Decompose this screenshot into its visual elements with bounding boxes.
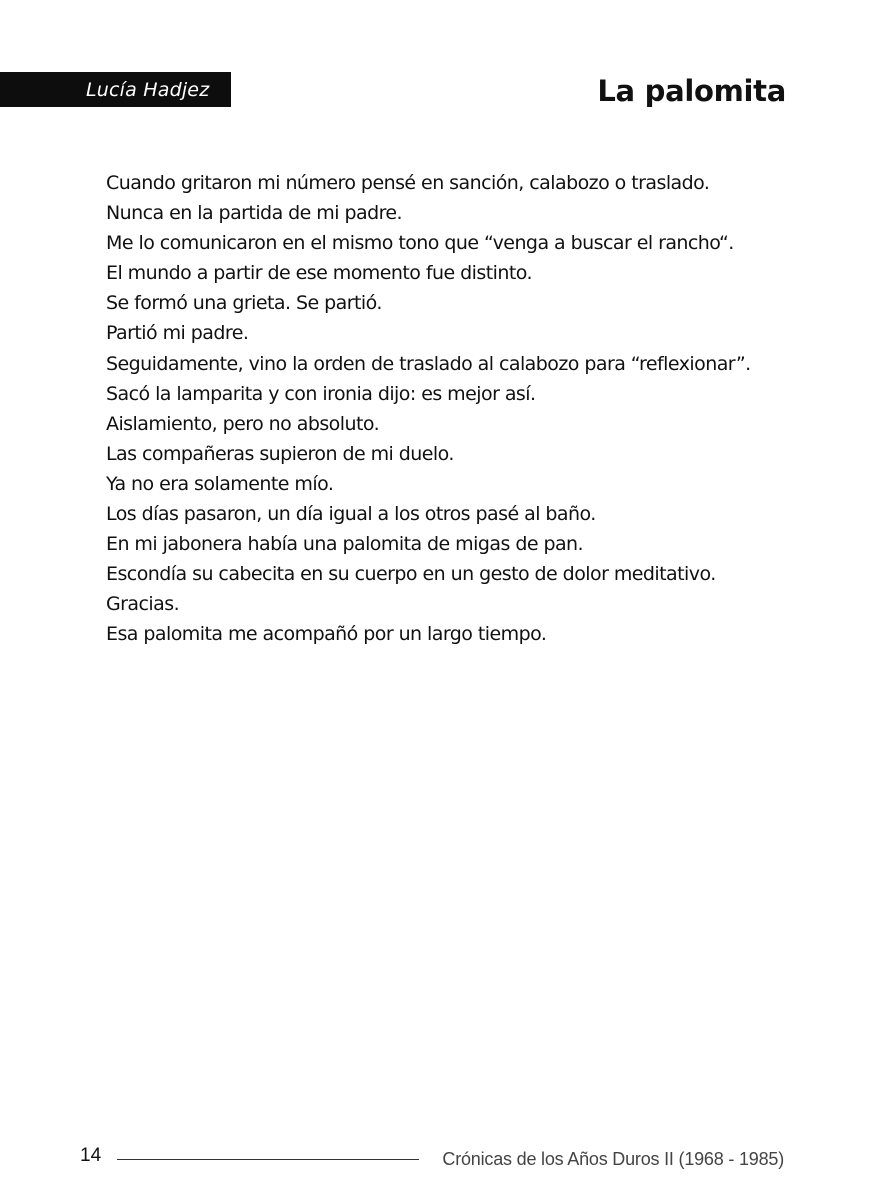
page-number: 14 <box>80 1145 102 1166</box>
poem-line: Escondía su cabecita en su cuerpo en un gesto de dolor meditativo. <box>106 563 716 586</box>
poem-line: Esa palomita me acompañó por un largo tiempo. <box>106 623 547 646</box>
poem-line: Partió mi padre. <box>106 322 249 345</box>
poem-line: En mi jabonera había una palomita de migas de pan. <box>106 533 584 556</box>
poem-line: Seguidamente, vino la orden de traslado al calabozo para “reflexionar”. <box>106 352 751 375</box>
author-tag <box>0 72 231 107</box>
book-title: Crónicas de los Años Duros II (1968 - 1985) <box>442 1149 784 1169</box>
poem-line: Cuando gritaron mi número pensé en sanción, calabozo o traslado. <box>106 172 710 194</box>
poem-line: Ya no era solamente mío. <box>106 472 334 495</box>
poem-line: Se formó una grieta. Se partió. <box>106 292 382 315</box>
poem-line: Las compañeras supieron de mi duelo. <box>106 442 454 465</box>
footer-divider <box>117 1159 419 1160</box>
author-name: Lucía Hadjez <box>86 78 210 101</box>
poem-line: Me lo comunicaron en el mismo tono que “venga a buscar el rancho“. <box>106 232 734 255</box>
poem-line: Los días pasaron, un día igual a los otros pasé al baño. <box>106 503 596 526</box>
poem-line: Nunca en la partida de mi padre. <box>106 202 403 225</box>
poem-line: Aislamiento, pero no absoluto. <box>106 412 380 435</box>
poem-body <box>106 168 806 650</box>
poem-line: Gracias. <box>106 593 180 616</box>
page-title: La palomita <box>597 74 786 108</box>
poem-line: Sacó la lamparita y con ironia dijo: es mejor así. <box>106 382 536 405</box>
poem-line: El mundo a partir de ese momento fue distinto. <box>106 262 532 285</box>
